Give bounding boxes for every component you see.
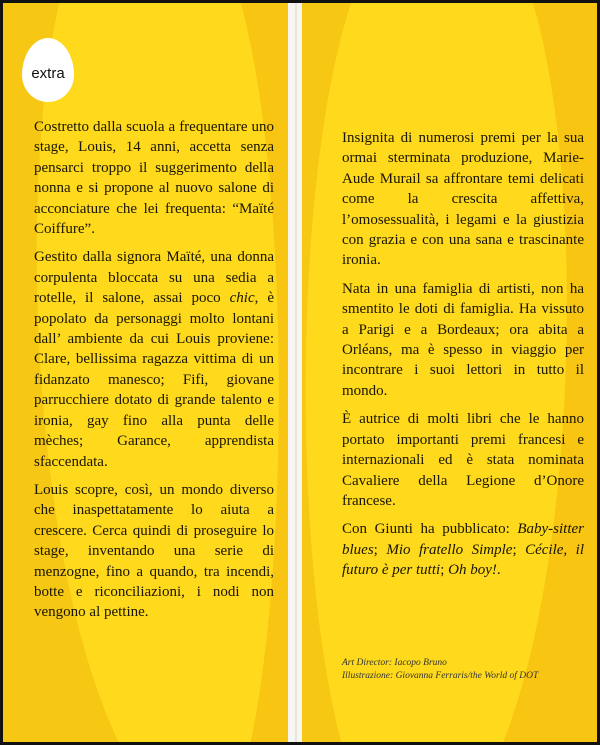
illustration-credit: Illustrazione: Giovanna Ferraris/the World of DOT xyxy=(342,671,539,681)
book-title-3: Cécile, il futuro è per tutti xyxy=(342,541,584,579)
synopsis-paragraph-1: Costretto dalla scuola a frequentare uno stage, Louis, 14 anni, accetta senza pensarci troppo il suggerimento della nonna e si propone al nuovo salone di acconciature che lei frequenta: “Maïté Coiffure”. xyxy=(34,119,274,238)
left-flap xyxy=(0,0,288,745)
books-intro: Con Giunti ha pubblicato: xyxy=(342,521,518,538)
art-director-credit: Art Director: Iacopo Bruno xyxy=(342,658,447,668)
fold-line xyxy=(295,0,297,745)
extra-badge xyxy=(22,38,74,102)
chic-italic: chic xyxy=(229,290,255,307)
synopsis-paragraph-2: Gestito dalla signora Maïté, una donna corpulenta bloccata su una sedia a rotelle, il salone, assai poco chic, è popolato da personaggi molto lontani dall’ ambiente da cui Louis proviene: Clare, bellissima ragazza vittima di un fidanzato manesco; Fifi, giovane parrucchiere dotato di grande talento e ironia, gay fino alla punta delle mèches; Garance, apprendista sfaccendata. xyxy=(34,249,274,470)
author-text xyxy=(342,128,584,589)
synopsis-text xyxy=(34,117,274,631)
book-title-4: Oh boy! xyxy=(448,562,497,579)
books-paragraph: Con Giunti ha pubblicato: Baby-sitter blues; Mio fratello Simple; Cécile, il futuro è per tutti; Oh boy!. xyxy=(342,521,584,579)
book-title-1: Baby-sitter blues xyxy=(342,521,584,558)
extra-badge-label: extra xyxy=(31,64,65,82)
author-paragraph-1: Insignita di numerosi premi per la sua ormai sterminata produzione, Marie-Aude Murail sa affrontare temi delicati come la crescita affettiva, l’omosessualità, i legami e la giustizia con grazia e con una sana e trascinante ironia. xyxy=(342,130,584,269)
synopsis-paragraph-3: Louis scopre, così, un mondo diverso che inaspettatamente lo aiuta a crescere. Cerca quindi di proseguire lo stage, inventando una serie di menzogne, fino a quando, tra incendi, botte e riconciliazioni, i nodi non vengono al pettine. xyxy=(34,481,274,621)
book-title-2: Mio fratello Simple xyxy=(386,541,513,558)
author-paragraph-3: È autrice di molti libri che le hanno portato importanti premi francesi e internazionali ed è stata nominata Cavaliere della Legione d’Onore francese. xyxy=(342,411,584,509)
credits xyxy=(342,657,582,683)
author-paragraph-2: Nata in una famiglia di artisti, non ha smentito le doti di famiglia. Ha vissuto a Parigi e a Bordeaux; ora abita a Orléans, ma è spesso in viaggio per incontrare i suoi lettori in tutto il mondo. xyxy=(342,280,584,399)
